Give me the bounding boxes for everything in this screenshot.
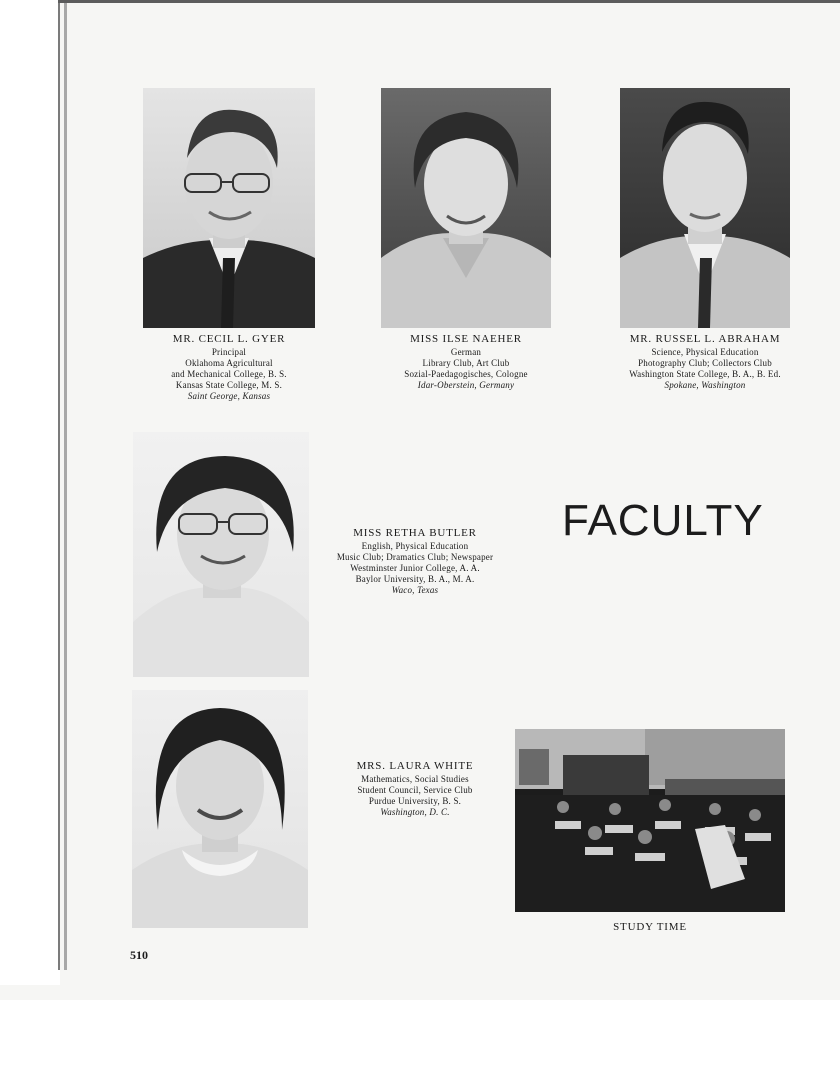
- faculty-detail: English, Physical Education: [361, 541, 469, 551]
- caption-russel-abraham: [600, 334, 810, 391]
- faculty-detail: Student Council, Service Club: [357, 785, 473, 795]
- study-time-caption: STUDY TIME: [613, 921, 687, 933]
- faculty-hometown: Spokane, Washington: [664, 380, 746, 390]
- faculty-detail: Music Club; Dramatics Club; Newspaper: [336, 552, 494, 562]
- gutter-line: [58, 0, 60, 970]
- faculty-detail: Principal: [211, 347, 247, 357]
- caption-cecil-gyer: [143, 334, 315, 402]
- portrait-ilse-naeher: [381, 88, 551, 328]
- faculty-detail: Washington State College, B. A., B. Ed.: [629, 369, 781, 379]
- study-time-photo: [515, 729, 785, 912]
- faculty-hometown: Idar-Oberstein, Germany: [417, 380, 515, 390]
- caption-retha-butler: [315, 528, 515, 596]
- caption-ilse-naeher: [371, 334, 561, 391]
- faculty-detail: Baylor University, B. A., M. A.: [355, 574, 475, 584]
- portrait-laura-white: [132, 690, 308, 928]
- faculty-detail: Science, Physical Education: [651, 347, 759, 357]
- faculty-detail: and Mechanical College, B. S.: [171, 369, 287, 379]
- page-top-edge: [58, 0, 840, 3]
- faculty-detail: Mathematics, Social Studies: [361, 774, 469, 784]
- faculty-name: MISS RETHA BUTLER: [353, 527, 477, 539]
- faculty-hometown: Washington, D. C.: [380, 807, 450, 817]
- page-binding: [0, 0, 60, 985]
- page-number: 510: [130, 948, 148, 962]
- faculty-name: MISS ILSE NAEHER: [410, 333, 522, 345]
- faculty-name: MR. CECIL L. GYER: [172, 333, 286, 345]
- faculty-name: MRS. LAURA WHITE: [356, 760, 474, 772]
- faculty-detail: Oklahoma Agricultural: [185, 358, 273, 368]
- faculty-detail: Photography Club; Collectors Club: [638, 358, 772, 368]
- caption-laura-white: [330, 761, 500, 818]
- faculty-detail: German: [450, 347, 482, 357]
- faculty-detail: Westminster Junior College, A. A.: [350, 563, 480, 573]
- faculty-detail: Library Club, Art Club: [422, 358, 510, 368]
- faculty-name: MR. RUSSEL L. ABRAHAM: [629, 333, 781, 345]
- faculty-hometown: Saint George, Kansas: [187, 391, 271, 401]
- faculty-detail: Purdue University, B. S.: [368, 796, 462, 806]
- portrait-retha-butler: [133, 432, 309, 677]
- gutter-line: [64, 0, 67, 970]
- faculty-detail: Kansas State College, M. S.: [175, 380, 283, 390]
- section-title: FACULTY: [562, 496, 764, 545]
- portrait-cecil-gyer: [143, 88, 315, 328]
- faculty-hometown: Waco, Texas: [391, 585, 439, 595]
- faculty-detail: Sozial-Paedagogisches, Cologne: [404, 369, 528, 379]
- portrait-russel-abraham: [620, 88, 790, 328]
